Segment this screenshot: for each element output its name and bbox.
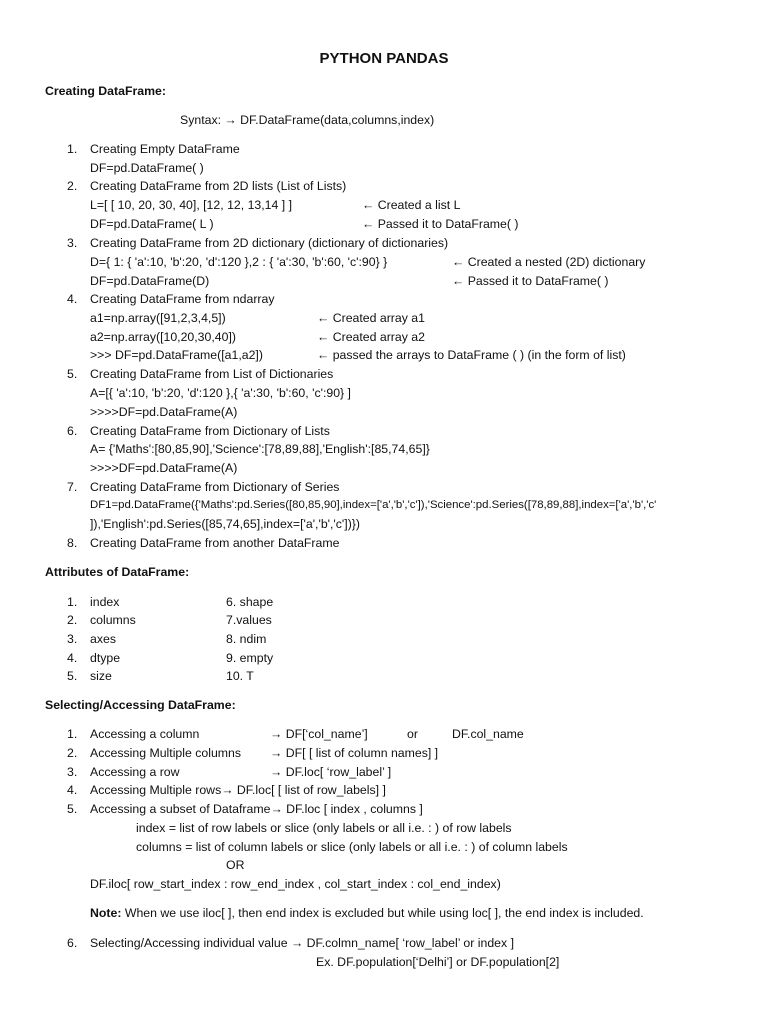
list-num: 4. <box>67 783 78 797</box>
list-item-title: Creating DataFrame from Dictionary of Lists <box>90 424 330 438</box>
list-item-title: Creating Empty DataFrame <box>90 142 240 156</box>
syntax-text: → DF[ [ list of column names] ] <box>270 746 439 760</box>
list-num: 5. <box>67 669 78 683</box>
attribute-name: 7.values <box>226 613 272 627</box>
iloc-syntax: DF.iloc[ row_start_index : row_end_index , col_start_index : col_end_index) <box>90 877 501 891</box>
code-line: DF=pd.DataFrame( L ) <box>90 217 214 231</box>
code-note: ← Created a list L <box>362 198 461 212</box>
code-line: L=[ [ 10, 20, 30, 40], [12, 12, 13,14 ] ] <box>90 198 293 212</box>
or-text: OR <box>226 858 245 872</box>
attribute-name: 6. shape <box>226 595 274 609</box>
code-line: >>>>DF=pd.DataFrame(A) <box>90 461 238 475</box>
syntax-text: → DF.loc[ ‘row_label’ ] <box>270 765 392 779</box>
list-num: 2. <box>67 746 78 760</box>
note-line <box>90 906 644 921</box>
code-note: ← passed the arrays to DataFrame ( ) (in the form of list) <box>317 348 626 362</box>
attribute-name: 10. T <box>226 669 254 683</box>
list-item-title: Accessing Multiple columns <box>90 746 242 760</box>
list-item-title: Accessing a subset of Dataframe→ DF.loc [ index , columns ] <box>90 802 423 816</box>
list-num: 4. <box>67 292 78 306</box>
attribute-name: 8. ndim <box>226 632 267 646</box>
code-line: D={ 1: { 'a':10, 'b':20, 'd':120 },2 : { 'a':30, 'b':60, 'c':90} } <box>90 255 388 269</box>
code-note: ← Passed it to DataFrame( ) <box>452 274 609 288</box>
attribute-name: dtype <box>90 651 121 665</box>
list-num: 3. <box>67 765 78 779</box>
index-description: index = list of row labels or slice (only labels or all i.e. : ) of row labels <box>136 821 512 835</box>
list-num: 2. <box>67 613 78 627</box>
code-line: a1=np.array([91,2,3,4,5]) <box>90 311 226 325</box>
code-line: ]),'English':pd.Series([85,74,65],index=['a','b','c'])}) <box>90 517 360 531</box>
syntax-text: DF.col_name <box>452 727 524 741</box>
section-heading-selecting: Selecting/Accessing DataFrame: <box>45 698 236 712</box>
code-note: ← Created a nested (2D) dictionary <box>452 255 646 269</box>
example-line: Ex. DF.population[‘Delhi’] or DF.population[2] <box>316 955 560 969</box>
list-num: 8. <box>67 536 78 550</box>
code-line: DF1=pd.DataFrame({'Maths':pd.Series([80,85,90],index=['a','b','c']),'Science':pd.Series([78,89,88],index=['a','b','c' <box>90 499 657 511</box>
section-heading-attributes: Attributes of DataFrame: <box>45 565 190 579</box>
list-item-title: Creating DataFrame from Dictionary of Series <box>90 480 340 494</box>
code-line: a2=np.array([10,20,30,40]) <box>90 330 236 344</box>
attribute-name: axes <box>90 632 116 646</box>
list-item-title: Accessing a column <box>90 727 200 741</box>
or-text: or <box>407 727 418 741</box>
attribute-name: 9. empty <box>226 651 274 665</box>
list-item-title: Accessing a row <box>90 765 180 779</box>
attribute-name: index <box>90 595 120 609</box>
list-num: 2. <box>67 179 78 193</box>
note-text: When we use iloc[ ], then end index is excluded but while using loc[ ], the end index is included. <box>124 906 644 920</box>
list-item-title: Creating DataFrame from 2D lists (List of Lists) <box>90 179 347 193</box>
list-num: 6. <box>67 936 78 950</box>
code-line: >>> DF=pd.DataFrame([a1,a2]) <box>90 348 263 362</box>
page-title: PYTHON PANDAS <box>319 50 449 67</box>
list-num: 5. <box>67 802 78 816</box>
note-label: Note: <box>90 906 122 920</box>
list-num: 4. <box>67 651 78 665</box>
list-item-title: Accessing Multiple rows→ DF.loc[ [ list of row_labels] ] <box>90 783 386 797</box>
attribute-name: size <box>90 669 112 683</box>
list-num: 1. <box>67 142 78 156</box>
code-note: ← Passed it to DataFrame( ) <box>362 217 519 231</box>
list-num: 1. <box>67 727 78 741</box>
code-line: A= {'Maths':[80,85,90],'Science':[78,89,88],'English':[85,74,65]} <box>90 442 430 456</box>
list-item-title: Selecting/Accessing individual value → DF.colmn_name[ ‘row_label’ or index ] <box>90 936 514 950</box>
columns-description: columns = list of column labels or slice (only labels or all i.e. : ) of column labels <box>136 840 568 854</box>
code-line: DF=pd.DataFrame( ) <box>90 161 204 175</box>
list-num: 3. <box>67 632 78 646</box>
list-num: 6. <box>67 424 78 438</box>
syntax-line: Syntax: → DF.DataFrame(data,columns,index) <box>180 113 435 127</box>
list-num: 5. <box>67 367 78 381</box>
code-line: >>>>DF=pd.DataFrame(A) <box>90 405 238 419</box>
section-heading-creating: Creating DataFrame: <box>45 84 166 98</box>
list-num: 7. <box>67 480 78 494</box>
list-item-title: Creating DataFrame from 2D dictionary (dictionary of dictionaries) <box>90 236 449 250</box>
code-line: A=[{ 'a':10, 'b':20, 'd':120 },{ 'a':30, 'b':60, 'c':90} ] <box>90 386 351 400</box>
syntax-text: → DF[‘col_name’] <box>270 727 368 741</box>
code-line: DF=pd.DataFrame(D) <box>90 274 210 288</box>
list-num: 1. <box>67 595 78 609</box>
code-note: ← Created array a2 <box>317 330 425 344</box>
list-item-title: Creating DataFrame from another DataFrame <box>90 536 340 550</box>
code-note: ← Created array a1 <box>317 311 425 325</box>
list-item-title: Creating DataFrame from ndarray <box>90 292 275 306</box>
list-item-title: Creating DataFrame from List of Dictionaries <box>90 367 334 381</box>
list-num: 3. <box>67 236 78 250</box>
attribute-name: columns <box>90 613 136 627</box>
